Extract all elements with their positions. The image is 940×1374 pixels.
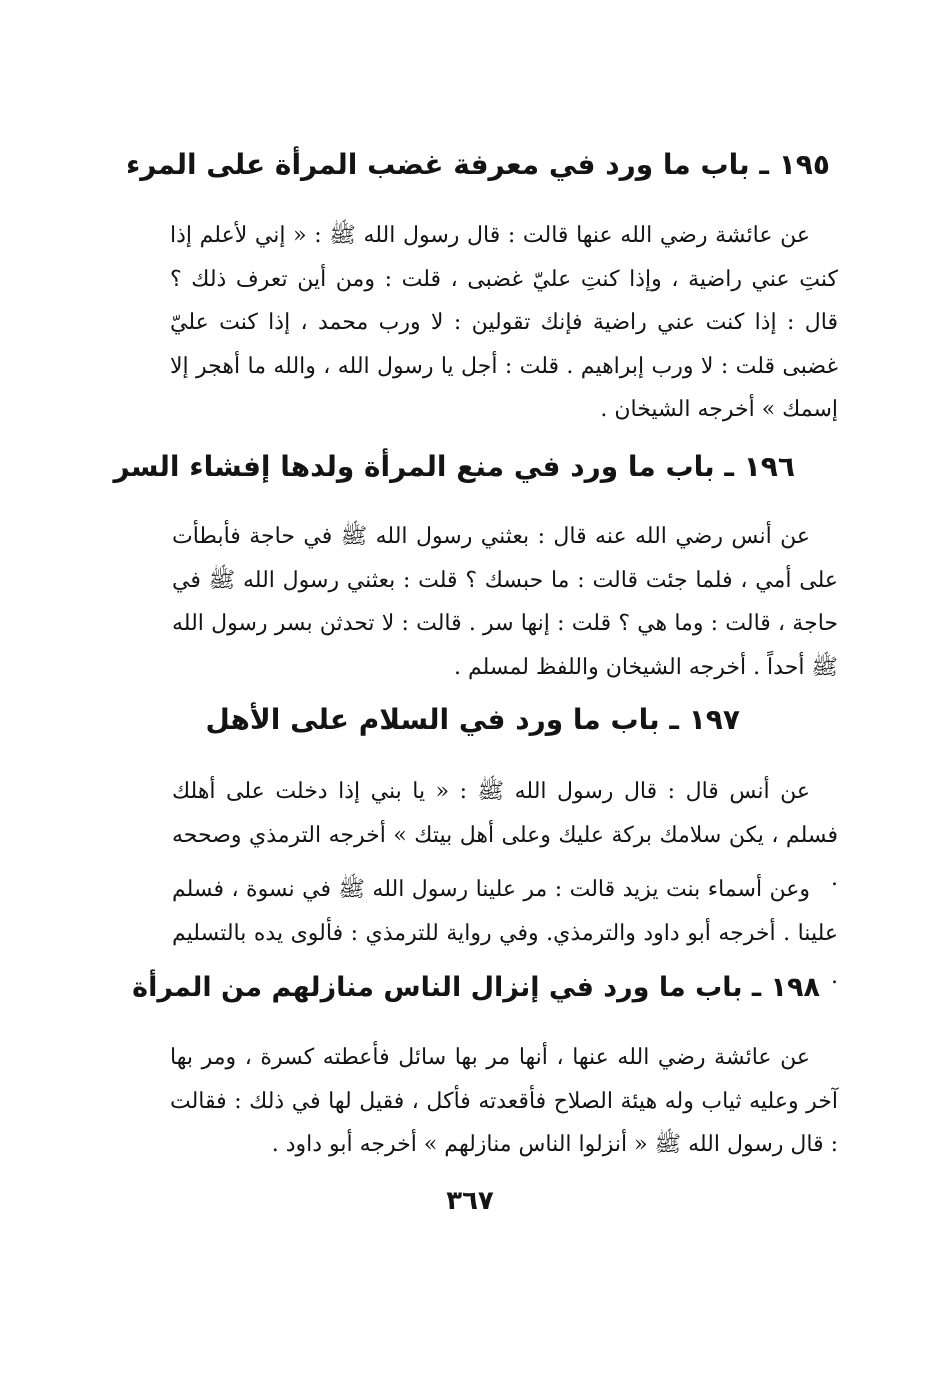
hadith-paragraph: عن أنس رضي الله عنه قال : بعثني رسول الله ﷺ في حاجة فأبطأت على أمي ، فلما جئت قالت : ما حبسك ؟ قلت : بعثني رسول الله ﷺ في حاجة ، قالت : وما هي ؟ قلت : إنها سر . قالت : لا تحدثن بسر رسول الله ﷺ أحداً . أخرجه الشيخان واللفظ لمسلم . [172,524,838,680]
hadith-paragraph: عن عائشة رضي الله عنها قالت : قال رسول الله ﷺ : « إني لأعلم إذا كنتِ عني راضية ، وإذا كنتِ عليّ غضبى ، قلت : ومن أين تعرف ذلك ؟ قال : إذا كنت عني راضية فإنك تقولين : لا ورب محمد ، إذا كنت عليّ غضبى قلت : لا ورب إبراهيم . قلت : أجل يا رسول الله ، والله ما أهجر إلا إسمك » أخرجه الشيخان . [170,223,838,423]
hadith-paragraph: وعن أسماء بنت يزيد قالت : مر علينا رسول الله ﷺ في نسوة ، فسلم علينا . أخرجه أبو داود والترمذي. وفي رواية للترمذي : فألوى يده بالتسليم . [172,877,838,990]
chapter-title: ١٩٨ ـ باب ما ورد في إنزال الناس منازلهم من المرأة [132,972,820,1003]
page-number: ٣٦٧ [446,1186,494,1216]
chapter-title: ١٩٥ ـ باب ما ورد في معرفة غضب المرأة على المرء [125,148,830,181]
chapter-title: ١٩٦ ـ باب ما ورد في منع المرأة ولدها إفشاء السر [113,450,795,483]
chapter-title: ١٩٧ ـ باب ما ورد في السلام على الأهل [205,703,740,736]
hadith-paragraph: عن عائشة رضي الله عنها ، أنها مر بها سائل فأعطته كسرة ، ومر بها آخر وعليه ثياب وله هيئة الصلاح فأقعدته فأكل ، فقيل لها في ذلك : فقالت : قال رسول الله ﷺ « أنزلوا الناس منازلهم » أخرجه أبو داود . [170,1045,838,1158]
hadith-paragraph: عن أنس قال : قال رسول الله ﷺ : « يا بني إذا دخلت على أهلك فسلم ، يكن سلامك بركة عليك وعلى أهل بيتك » أخرجه الترمذي وصححه . [172,779,838,892]
